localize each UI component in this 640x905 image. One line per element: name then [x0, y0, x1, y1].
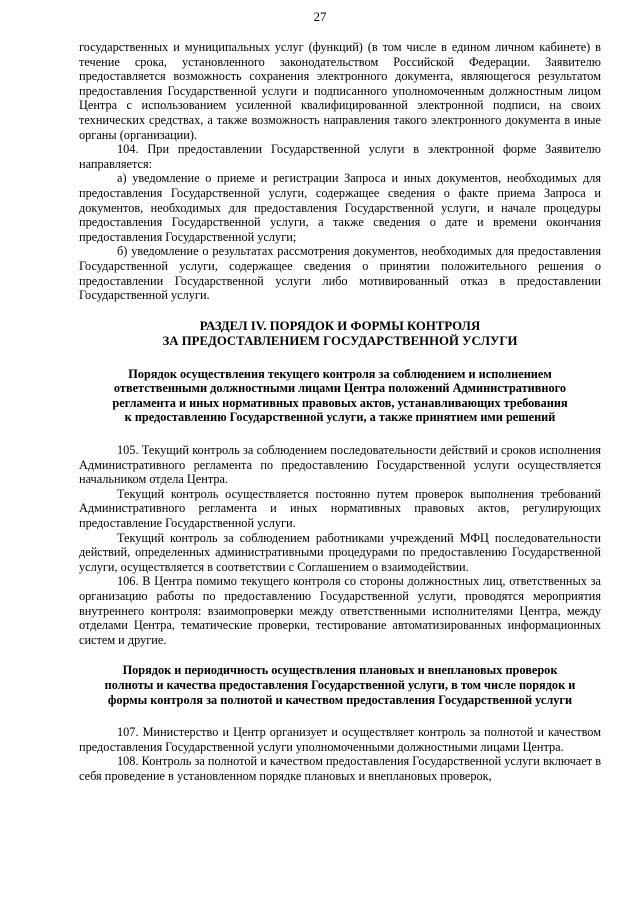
subsection-1-line-1: Порядок осуществления текущего контроля за соблюдением и исполнением	[128, 366, 552, 381]
subsection-1-line-2: ответственными должностными лицами Центра положений Административного	[113, 381, 567, 396]
paragraph-105: 105. Текущий контроль за соблюдением последовательности действий и сроков исполнения Административного регламента по предоставлению Государственной услуги осуществляется начальником отдела Центра.	[79, 443, 601, 487]
paragraph-104: 104. При предоставлении Государственной услуги в электронной форме Заявителю направляется:	[79, 142, 601, 171]
document-body	[79, 40, 601, 784]
section-title-line-1: РАЗДЕЛ IV. ПОРЯДОК И ФОРМЫ КОНТРОЛЯ	[199, 318, 481, 333]
subsection-1-line-4: к предоставлению Государственной услуги, а также принятием ими решений	[124, 410, 556, 425]
paragraph-continuation: государственных и муниципальных услуг (функций) (в том числе в едином личном кабинете) в течение срока, установленного законодательством Российской Федерации. Заявителю предоставляется возможность сохранения электронного документа, являющегося результатом предоставления Государственной услуги и подписанного уполномоченным должностным лицом Центра с использованием усиленной квалифицированной электронной подписи, на своих технических средствах, а также возможность направления такого электронного документа в иные органы (организации).	[79, 40, 601, 142]
subsection-1-line-3: регламента и иных нормативных правовых актов, устанавливающих требования	[112, 395, 568, 410]
paragraph-105-mfc-control: Текущий контроль за соблюдением работниками учреждений МФЦ последовательности действий, определенных административными процедурами по предоставлению Государственной услуги, осуществляется в соответствии с Соглашением о взаимодействии.	[79, 530, 601, 574]
paragraph-105-continuous-control: Текущий контроль осуществляется постоянно путем проверок выполнения требований Административного регламента и иных нормативных правовых актов, регулирующих предоставление Государственной услуги.	[79, 486, 601, 531]
subsection-2-line-3: формы контроля за полнотой и качеством предоставления Государственной услуги	[107, 692, 573, 707]
paragraph-108: 108. Контроль за полнотой и качеством предоставления Государственной услуги включает в себя проведение в установленном порядке плановых и внеплановых проверок,	[79, 754, 601, 783]
page-number: 27	[313, 9, 327, 24]
paragraph-106: 106. В Центра помимо текущего контроля со стороны должностных лиц, ответственных за организацию работы по предоставлению Государственной услуги, проводятся мероприятия внутреннего контроля: взаимопроверки между ответственными исполнителями Центра, между отделами Центра, тематические проверки, тестирование автоматизированных информационных систем и другие.	[79, 574, 601, 647]
paragraph-107: 107. Министерство и Центр организует и осуществляет контроль за полнотой и качеством предоставления Государственной услуги уполномоченными должностными лицами Центра.	[79, 725, 601, 754]
subsection-2-line-1: Порядок и периодичность осуществления плановых и внеплановых проверок	[122, 663, 558, 678]
subsection-2-line-2: полноты и качества предоставления Государственной услуги, в том числе порядок и	[104, 677, 576, 692]
paragraph-104-b: б) уведомление о результатах рассмотрения документов, необходимых для предоставления Государственной услуги, содержащее сведения о принятии положительного решения о предоставлении Государственной услуги либо мотивированный отказ в предоставлении Государственной услуги.	[79, 244, 601, 303]
paragraph-104-a: а) уведомление о приеме и регистрации Запроса и иных документов, необходимых для предоставления Государственной услуги, содержащее сведения о факте приема Запроса и документов, необходимых для предоставления Государственной услуги, и начале процедуры предоставления Государственной услуги, а также сведения о дате и времени окончания предоставления Государственной услуги;	[79, 171, 601, 244]
section-title-line-2: ЗА ПРЕДОСТАВЛЕНИЕМ ГОСУДАРСТВЕННОЙ УСЛУГИ	[162, 333, 518, 348]
